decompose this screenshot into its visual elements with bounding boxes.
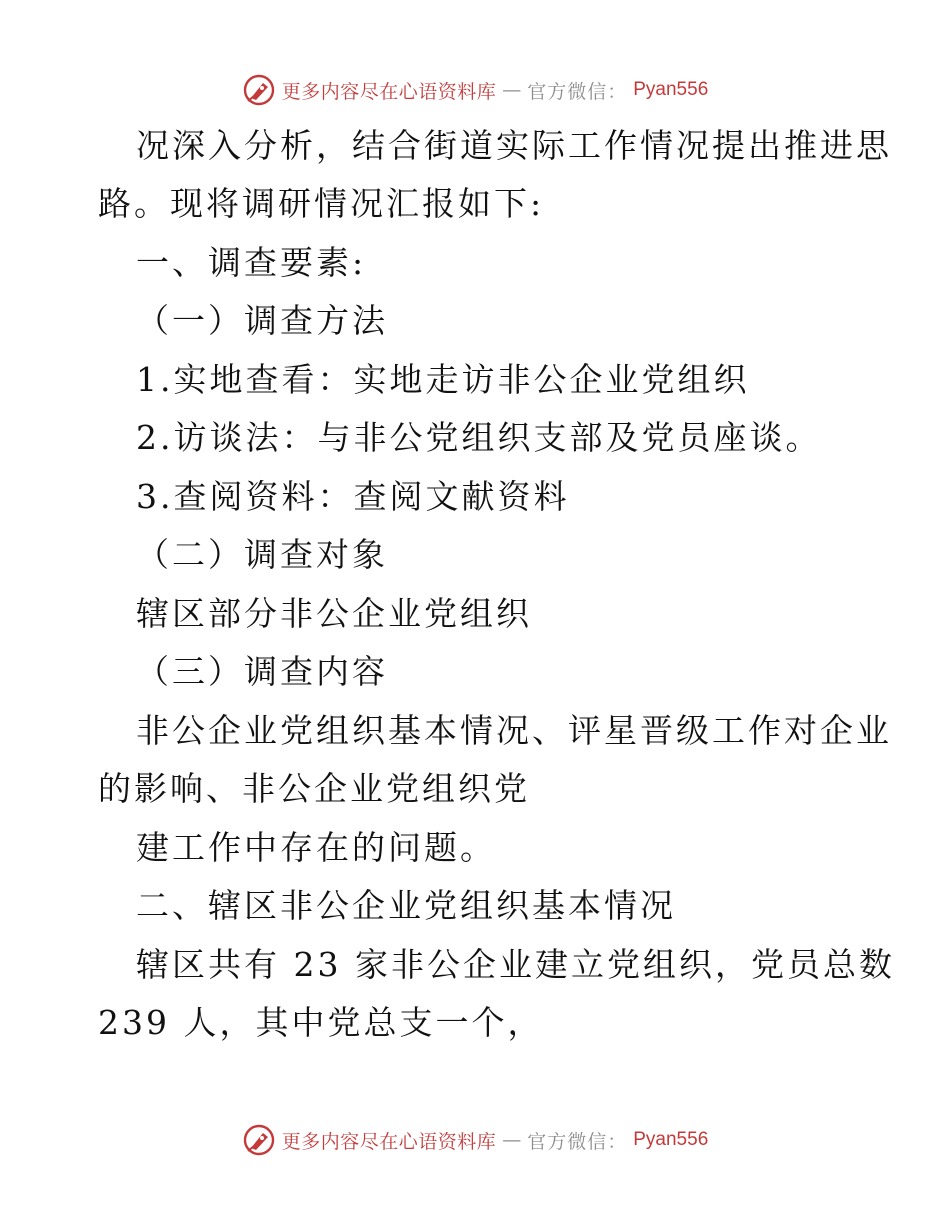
- body-line: 况深入分析，结合街道实际工作情况提出推进思: [136, 126, 892, 165]
- body-line: 建工作中存在的问题。: [136, 828, 496, 867]
- watermark-text: 更多内容尽在心语资料库: [281, 80, 497, 103]
- watermark-text: 更多内容尽在心语资料库: [281, 1130, 497, 1153]
- watermark-separator: —: [502, 79, 522, 101]
- body-line: 2.访谈法：与非公党组织支部及党员座谈。: [136, 418, 822, 457]
- body-line: 辖区部分非公企业党组织: [136, 594, 532, 633]
- watermark-separator: —: [502, 1129, 522, 1151]
- subsection-heading: （二）调查对象: [136, 535, 388, 574]
- section-heading: 二、辖区非公企业党组织基本情况: [136, 886, 676, 925]
- pen-nib-logo-icon: [242, 1123, 276, 1157]
- body-line: 辖区共有 23 家非公企业建立党组织，党员总数: [136, 945, 895, 984]
- body-line: 1.实地查看：实地走访非公企业党组织: [136, 360, 750, 399]
- body-line: 3.查阅资料：查阅文献资料: [136, 477, 570, 516]
- subsection-heading: （三）调查内容: [136, 652, 388, 691]
- watermark-label: 官方微信：: [527, 1130, 628, 1153]
- body-line: 路。现将调研情况汇报如下:: [98, 184, 545, 223]
- watermark-wechat-id: Pyan556: [633, 79, 709, 100]
- subsection-heading: （一）调查方法: [136, 301, 388, 340]
- watermark-wechat-id: Pyan556: [633, 1129, 709, 1150]
- footer-watermark: [0, 1120, 950, 1160]
- header-watermark: [0, 70, 950, 110]
- watermark-label: 官方微信：: [527, 80, 628, 103]
- section-heading: 一、调查要素:: [136, 243, 367, 282]
- body-line: 的影响、非公企业党组织党: [98, 769, 530, 808]
- pen-nib-logo-icon: [242, 73, 276, 107]
- body-line: 非公企业党组织基本情况、评星晋级工作对企业: [136, 711, 892, 750]
- body-line: 239 人，其中党总支一个，: [98, 1003, 544, 1042]
